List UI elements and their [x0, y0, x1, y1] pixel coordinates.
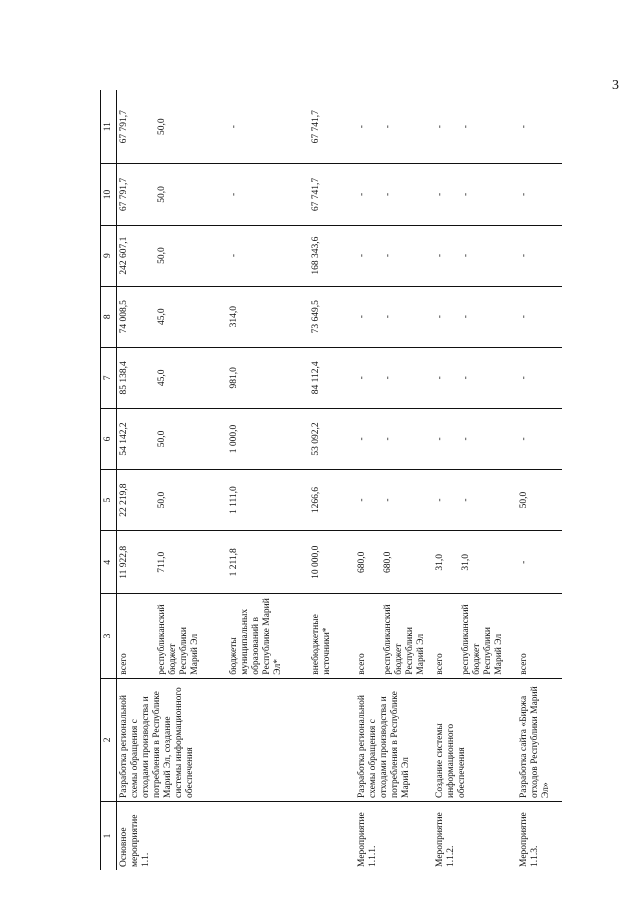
value-cell: - — [355, 225, 381, 286]
value-cell: 67 791,7 — [119, 110, 129, 144]
value-cell: 10 000,0 — [309, 531, 355, 594]
value-cell: - — [433, 225, 459, 286]
measure-code: Основное мероприятие 1.1. — [117, 802, 355, 871]
funding-source: всего — [117, 594, 155, 678]
value-cell: - — [459, 408, 517, 469]
value-cell: - — [227, 164, 309, 225]
header-cell: 6 — [101, 408, 117, 469]
value-cell: 50,0 — [156, 118, 167, 136]
measure-name: Разработка сайта «Биржа отходов Республики Марий Эл» — [517, 678, 562, 801]
value-cell: - — [228, 125, 239, 129]
table-row — [517, 90, 562, 870]
value-cell: 981,0 — [227, 347, 309, 408]
value-cell: 50,0 — [155, 225, 227, 286]
value-cell: 73 649,5 — [309, 286, 355, 347]
value-cell: - — [459, 225, 517, 286]
value-cell: 1 000,0 — [227, 408, 309, 469]
measure-code: Мероприятие 1.1.2. — [433, 802, 517, 871]
funding-source: всего — [433, 594, 459, 678]
funding-source: республиканский бюджет Республики Марий Эл — [459, 594, 517, 678]
value-cell: 54 142,2 — [117, 408, 155, 469]
measure-name: Создание системы информационного обеспечения — [433, 678, 517, 801]
value-cell: - — [355, 164, 381, 225]
value-cell: - — [433, 347, 459, 408]
value-cell: - — [517, 286, 562, 347]
header-cell: 2 — [101, 678, 117, 801]
value-cell: - — [517, 164, 562, 225]
value-cell: - — [355, 286, 381, 347]
header-cell: 9 — [101, 225, 117, 286]
measure-code: Мероприятие 1.1.1. — [355, 802, 433, 871]
value-cell: - — [382, 125, 393, 129]
funding-source: республиканский бюджет Республики Марий Эл — [381, 594, 433, 678]
funding-source: бюджеты муниципальных образований в Республике Марий Эл* — [227, 594, 309, 678]
value-cell: - — [459, 286, 517, 347]
funding-table — [100, 90, 562, 870]
value-cell: - — [381, 286, 433, 347]
value-cell: - — [459, 164, 517, 225]
value-cell: 50,0 — [155, 470, 227, 531]
header-row — [101, 90, 117, 870]
value-cell: 168 343,6 — [309, 225, 355, 286]
header-cell: 1 — [101, 802, 117, 871]
value-cell: 1266,6 — [309, 470, 355, 531]
value-cell: - — [517, 408, 562, 469]
value-cell: 680,0 — [355, 531, 381, 594]
rotated-table-wrapper — [100, 90, 551, 870]
value-cell: - — [356, 125, 367, 129]
value-cell: - — [460, 125, 471, 129]
value-cell: - — [355, 347, 381, 408]
value-cell: 84 112,4 — [309, 347, 355, 408]
value-cell: - — [434, 125, 445, 129]
header-cell: 5 — [101, 470, 117, 531]
value-cell: - — [517, 225, 562, 286]
value-cell: - — [518, 125, 529, 129]
value-cell: 711,0 — [155, 531, 227, 594]
table-row — [433, 90, 459, 870]
header-cell: 8 — [101, 286, 117, 347]
table-row — [355, 90, 381, 870]
table-row — [117, 90, 155, 870]
value-cell: - — [433, 408, 459, 469]
header-cell: 3 — [101, 594, 117, 678]
value-cell: - — [381, 225, 433, 286]
value-cell: 1 111,0 — [227, 470, 309, 531]
header-cell: 4 — [101, 531, 117, 594]
value-cell: - — [381, 408, 433, 469]
value-cell: 680,0 — [381, 531, 433, 594]
value-cell: - — [459, 347, 517, 408]
value-cell: - — [381, 347, 433, 408]
value-cell: - — [381, 470, 433, 531]
value-cell: - — [355, 470, 381, 531]
value-cell: 31,0 — [433, 531, 459, 594]
value-cell: - — [381, 164, 433, 225]
value-cell: 242 607,1 — [117, 225, 155, 286]
value-cell: 67 741,7 — [309, 164, 355, 225]
value-cell: 50,0 — [155, 408, 227, 469]
page-number: 3 — [612, 78, 619, 93]
value-cell: - — [355, 408, 381, 469]
funding-source: внебюджетные источники* — [309, 594, 355, 678]
value-cell: - — [517, 531, 562, 594]
value-cell: 53 092,2 — [309, 408, 355, 469]
value-cell: 22 219,8 — [117, 470, 155, 531]
header-cell: 11 — [101, 90, 117, 164]
value-cell: 314,0 — [227, 286, 309, 347]
funding-source: республиканский бюджет Республики Марий Эл — [155, 594, 227, 678]
value-cell: - — [459, 470, 517, 531]
value-cell: 1 211,8 — [227, 531, 309, 594]
value-cell: - — [227, 225, 309, 286]
value-cell: 45,0 — [155, 286, 227, 347]
value-cell: 50,0 — [517, 470, 562, 531]
value-cell: - — [517, 347, 562, 408]
value-cell: 85 138,4 — [117, 347, 155, 408]
measure-name: Разработка региональной схемы обращения с отходами производства и потребления в Республике Марий Эл, создание системы информационного обеспечения — [117, 678, 355, 801]
value-cell: 31,0 — [459, 531, 517, 594]
value-cell: 74 008,5 — [117, 286, 155, 347]
value-cell: 45,0 — [155, 347, 227, 408]
value-cell: 67 791,7 — [117, 164, 155, 225]
header-cell: 10 — [101, 164, 117, 225]
measure-code: Мероприятие 1.1.3. — [517, 802, 562, 871]
value-cell: 50,0 — [155, 164, 227, 225]
value-cell: - — [433, 470, 459, 531]
funding-source: всего — [517, 594, 562, 678]
value-cell: - — [433, 286, 459, 347]
funding-source: всего — [355, 594, 381, 678]
value-cell: 67 741,7 — [310, 110, 321, 144]
measure-name: Разработка региональной схемы обращения с отходами производства и потребления в Республике Марий Эл — [355, 678, 433, 801]
header-cell: 7 — [101, 347, 117, 408]
value-cell: - — [433, 164, 459, 225]
value-cell: 11 922,8 — [117, 531, 155, 594]
